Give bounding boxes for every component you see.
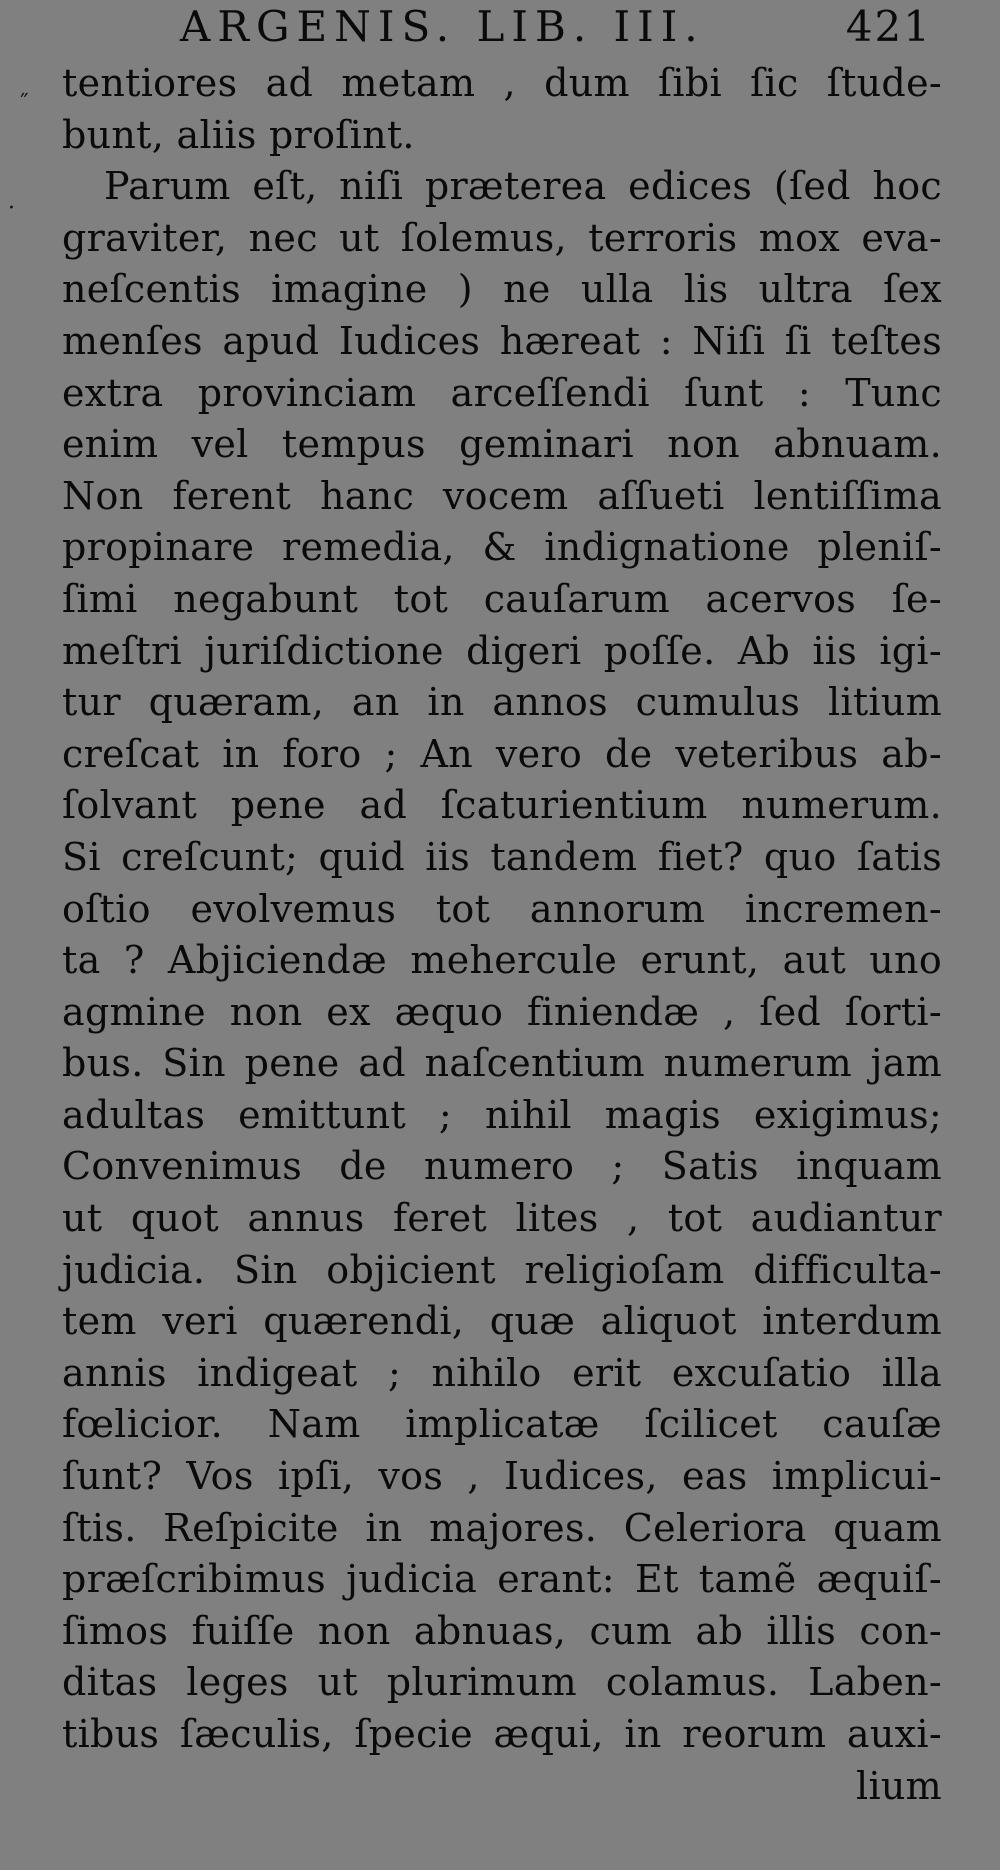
margin-speck: · xyxy=(8,196,15,221)
text-line: tentiores ad metam , dum ſibi ſic ſtude- xyxy=(62,61,942,105)
catchword: lium xyxy=(855,1763,942,1808)
text-line: tibus ſæculis, ſpecie æqui, in reorum auxi- xyxy=(62,1712,942,1756)
text-line: ut quot annus feret lites , tot audiantur xyxy=(62,1196,942,1241)
text-line: ſimos fuiſſe non abnuas, cum ab illis con- xyxy=(62,1608,942,1653)
text-line: neſcentis imagine ) ne ulla lis ultra ſex xyxy=(62,267,942,312)
body-text xyxy=(62,58,942,1812)
text-line: tem veri quærendi, quæ aliquot interdum xyxy=(62,1299,942,1344)
text-line: ſolvant pene ad ſcaturientium numerum. xyxy=(62,783,942,828)
text-line: enim vel tempus geminari non abnuam. xyxy=(62,422,942,467)
text-line: extra provinciam arceſſendi ſunt : Tunc xyxy=(62,370,942,415)
running-head: ARGENIS. LIB. III. xyxy=(180,2,705,51)
text-line: bunt, aliis proſint. xyxy=(62,112,415,157)
margin-speck: ˝ xyxy=(18,92,29,117)
text-line: meſtri juriſdictione digeri poſſe. Ab iis igi- xyxy=(62,628,942,673)
text-line: adultas emittunt ; nihil magis exigimus; xyxy=(62,1092,942,1137)
text-line: annis indigeat ; nihilo erit excuſatio illa xyxy=(62,1350,942,1395)
text-line: Parum eſt, niſi præterea edices (ſed hoc xyxy=(104,164,942,209)
text-line: bus. Sin pene ad naſcentium numerum jam xyxy=(62,1041,942,1086)
text-line: ſimi negabunt tot cauſarum acervos ſe- xyxy=(62,576,942,621)
text-line: agmine non ex æquo finiendæ , ſed ſorti- xyxy=(62,989,942,1034)
text-line: graviter, nec ut ſolemus, terroris mox eva- xyxy=(62,215,942,260)
text-line: menſes apud Iudices hæreat : Niſi ſi teſtes xyxy=(62,318,942,363)
text-line: ditas leges ut plurimum colamus. Laben- xyxy=(62,1660,942,1705)
text-line: fœlicior. Nam implicatæ ſcilicet cauſæ xyxy=(62,1402,942,1447)
page-number: 421 xyxy=(845,2,932,51)
text-line: ta ? Abjiciendæ mehercule erunt, aut uno xyxy=(62,938,942,983)
page-header xyxy=(180,2,940,52)
text-line: propinare remedia, & indignatione pleniſ- xyxy=(62,525,942,570)
text-line: judicia. Sin objicient religioſam difficulta- xyxy=(62,1247,942,1292)
text-line: oſtio evolvemus tot annorum incremen- xyxy=(62,886,942,931)
text-line: Si creſcunt; quid iis tandem fiet? quo ſatis xyxy=(62,834,942,879)
text-line: Non ferent hanc vocem aſſueti lentiſſima xyxy=(62,473,942,518)
text-line: Convenimus de numero ; Satis inquam xyxy=(62,1144,942,1189)
text-line: præſcribimus judicia erant: Et tamẽ æquiſ- xyxy=(62,1557,942,1602)
text-line: tur quæram, an in annos cumulus litium xyxy=(62,680,942,725)
text-line: ſunt? Vos ipſi, vos , Iudices, eas implicui- xyxy=(62,1454,942,1499)
text-line: ſtis. Reſpicite in majores. Celeriora quam xyxy=(62,1505,942,1550)
text-line: creſcat in foro ; An vero de veteribus ab- xyxy=(62,731,942,776)
